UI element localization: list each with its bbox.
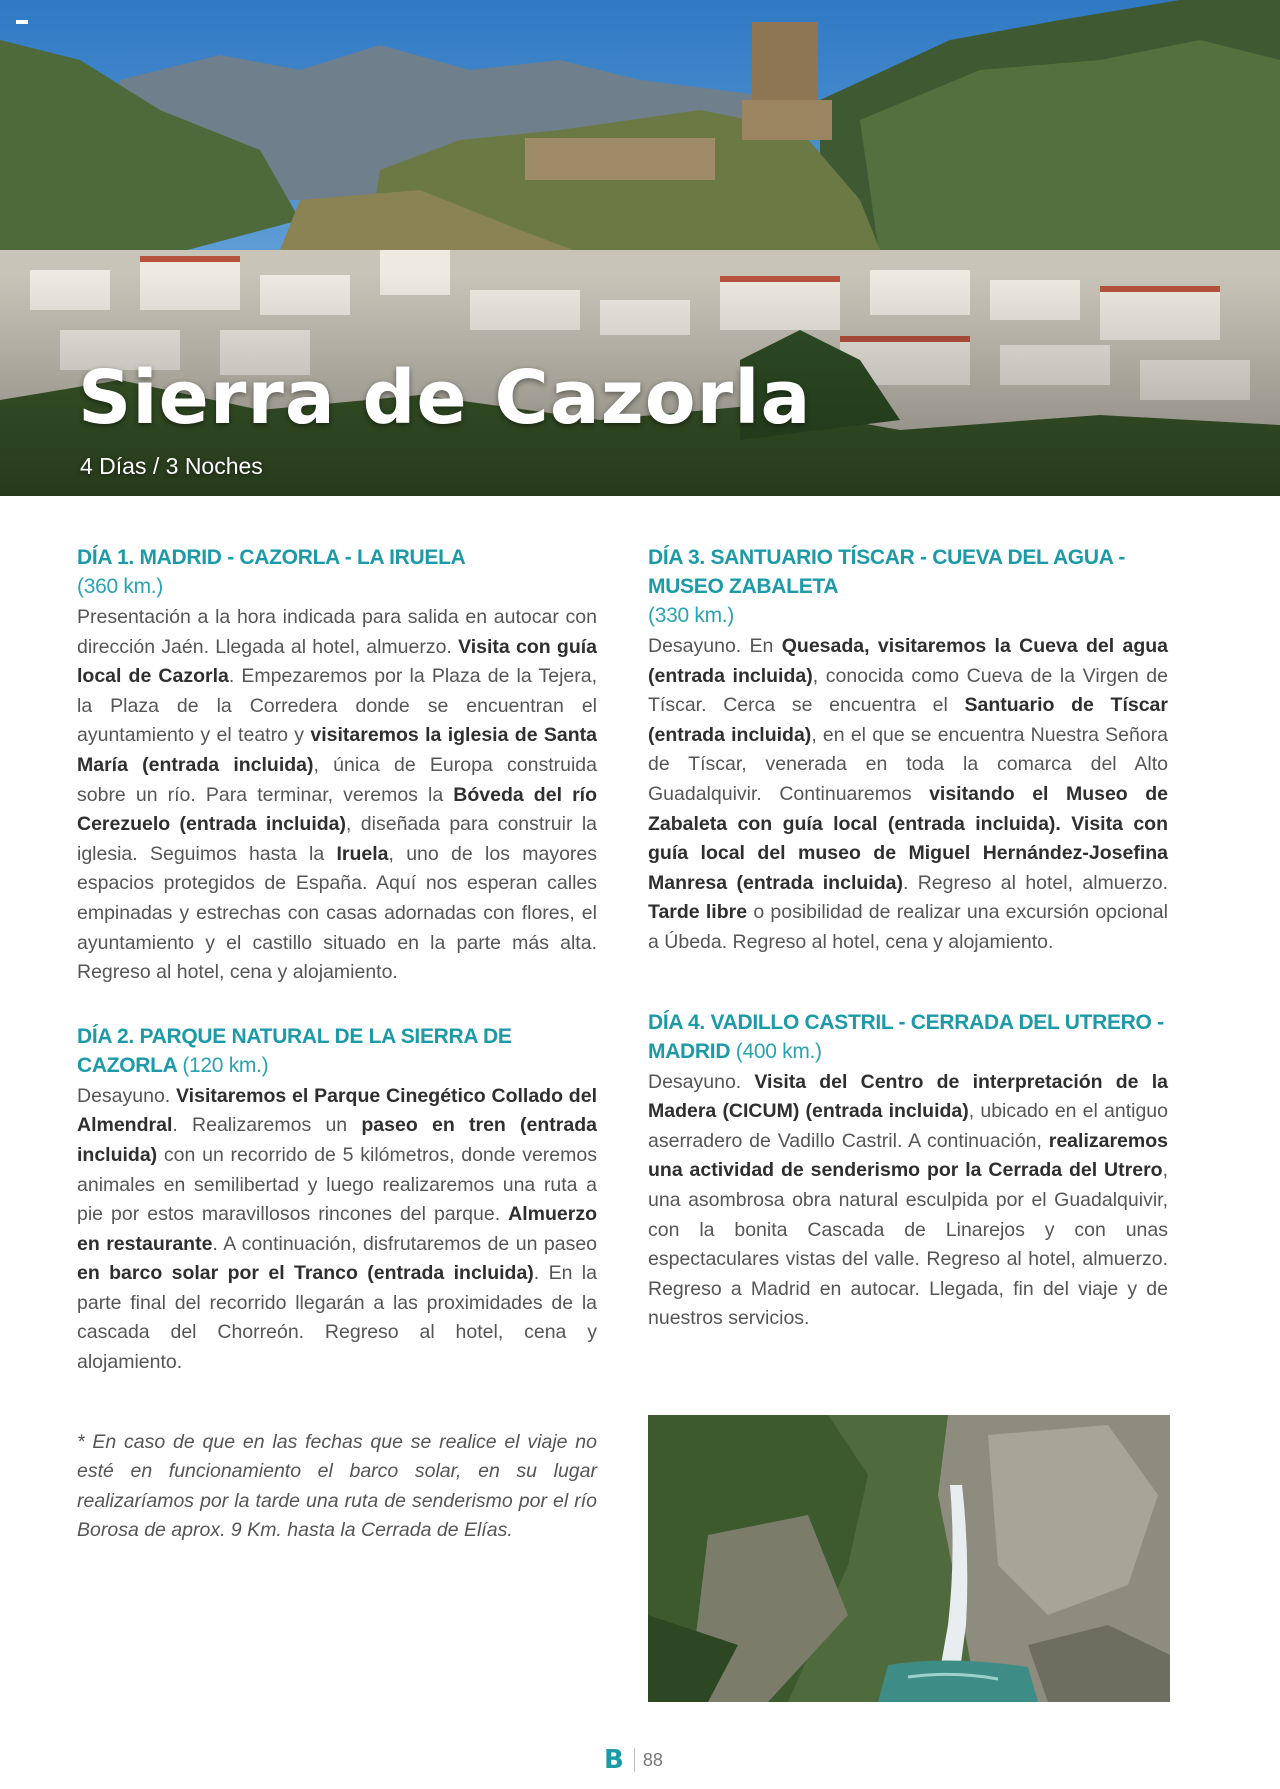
body-text: , uno de los mayores espacios protegidos de España. Aquí nos esperan calles empinadas y estrechas con casas adornadas con flores, el ayuntamiento y el castillo situado en la parte más alta. Regreso al hotel, cena y alojamiento. [77, 842, 598, 984]
body-text: Desayuno. [77, 1084, 177, 1107]
left-column [77, 543, 597, 1546]
page-number: 88 [642, 1749, 663, 1770]
right-column [648, 543, 1168, 1368]
day-title: DÍA 3. SANTUARIO TÍSCAR - CUEVA DEL AGUA - MUSEO ZABALETA [648, 546, 1126, 598]
day-section [648, 543, 1168, 958]
body-text: o posibilidad de realizar una excursión opcional a Úbeda. Regreso al hotel, cena y alojamiento. [648, 901, 1168, 953]
highlight-text: visitando el Museo de Zabaleta con guía local (entrada incluida). Visita con guía local del museo de Miguel Hernández-Josefina Manresa (entrada incluida) [648, 782, 1168, 894]
highlight-text: realizaremos una actividad de senderismo por la Cerrada del Utrero [648, 1129, 1168, 1182]
day-heading [77, 543, 597, 601]
body-text: , conocida como Cueva de la Virgen de Tíscar. Cerca se encuentra el [648, 664, 1168, 717]
day-description [77, 603, 597, 988]
body-text: , una asombrosa obra natural esculpida por el Guadalquivir, con la bonita Cascada de Linarejos y con unas espectaculares vistas del valle. Regreso al hotel, almuerzo. Regreso a Madrid en autocar. Llegada, fin del viaje y de nuestros servicios. [648, 1159, 1168, 1330]
highlight-text: Bóveda del río Cerezuelo (entrada incluida) [77, 783, 597, 836]
body-text: . En la parte final del recorrido llegarán a las proximidades de la cascada del Chorreón. Regreso al hotel, cena y alojamiento. [77, 1262, 597, 1374]
day-description [648, 1068, 1168, 1334]
highlight-text: Visita con guía local de Cazorla [77, 635, 597, 688]
body-text: con un recorrido de 5 kilómetros, donde veremos animales en semilibertad y luego realizaremos una ruta a pie por estos maravillosos rincones del parque. [77, 1143, 597, 1226]
day-distance: (360 km.) [77, 575, 163, 598]
highlight-text: Quesada, visitaremos la Cueva del agua (entrada incluida) [648, 635, 1169, 687]
page-title: Sierra de Cazorla [78, 355, 812, 441]
day-distance: (330 km.) [648, 604, 734, 627]
day-heading [648, 543, 1168, 630]
highlight-text: en barco solar por el Tranco (entrada incluida) [77, 1262, 534, 1285]
day-title: DÍA 2. PARQUE NATURAL DE LA SIERRA DE CAZORLA [77, 1024, 512, 1077]
day-section [77, 1022, 597, 1378]
day-distance: (120 km.) [182, 1053, 269, 1077]
brand-logo: B [604, 1745, 624, 1775]
highlight-text: Almuerzo en restaurante [77, 1203, 597, 1255]
highlight-text: Tarde libre [648, 901, 748, 924]
highlight-text: visitaremos la iglesia de Santa María (entrada incluida) [77, 724, 597, 776]
waterfall-photo [648, 1415, 1170, 1702]
waterfall-image [648, 1415, 1170, 1702]
footnote: * En caso de que en las fechas que se realice el viaje no esté en funcionamiento el barco solar, en su lugar realizaríamos por la tarde una ruta de senderismo por el río Borosa de aprox. 9 Km. hasta la Cerrada de Elías. [77, 1430, 597, 1542]
body-text: . A continuación, disfrutaremos de un paseo [212, 1232, 598, 1255]
highlight-text: Visita del Centro de interpretación de la Madera (CICUM) (entrada incluida) [648, 1070, 1168, 1123]
body-text: Desayuno. En [648, 635, 782, 657]
day-distance: (400 km.) [735, 1039, 822, 1063]
page-subtitle: 4 Días / 3 Noches [80, 453, 263, 479]
day-description [648, 632, 1168, 958]
body-text: , diseñada para construir la iglesia. Seguimos hasta la [77, 813, 598, 865]
highlight-text: paseo en tren (entrada incluida) [77, 1114, 597, 1166]
day-section [77, 543, 597, 988]
day-section [648, 1008, 1168, 1334]
highlight-text: Iruela [336, 842, 389, 865]
page-footer [604, 1745, 663, 1775]
day-title: DÍA 4. VADILLO CASTRIL - CERRADA DEL UTRERO - MADRID [648, 1010, 1164, 1063]
body-text: . Regreso al hotel, almuerzo. [902, 871, 1168, 894]
body-text: Presentación a la hora indicada para salida en autocar con dirección Jaén. Llegada al hotel, almuerzo. [77, 606, 597, 658]
highlight-text: Visitaremos el Parque Cinegético Collado del Almendral [77, 1084, 597, 1137]
body-text: Desayuno. [648, 1070, 755, 1093]
body-text: , en el que se encuentra Nuestra Señora de Tíscar, venerada en toda la comarca del Alto Guadalquivir. Continuaremos [648, 723, 1168, 805]
hero-photo [0, 0, 1280, 496]
body-text: , ubicado en el antiguo aserradero de Vadillo Castril. A continuación, [648, 1100, 1168, 1152]
body-text: . Empezaremos por la Plaza de la Tejera, la Plaza de la Corredera donde se encuentran el ayuntamiento y el teatro y [77, 665, 597, 747]
corner-mark [16, 20, 28, 24]
day-title: DÍA 1. MADRID - CAZORLA - LA IRUELA [77, 546, 466, 569]
body-text: . Realizaremos un [172, 1114, 362, 1137]
footer-divider [634, 1748, 635, 1772]
day-heading [77, 1022, 597, 1080]
day-heading [648, 1008, 1168, 1066]
highlight-text: Santuario de Tíscar (entrada incluida) [648, 694, 1168, 746]
day-description [77, 1082, 597, 1378]
body-text: , única de Europa construida sobre un río. Para terminar, veremos la [77, 753, 597, 806]
